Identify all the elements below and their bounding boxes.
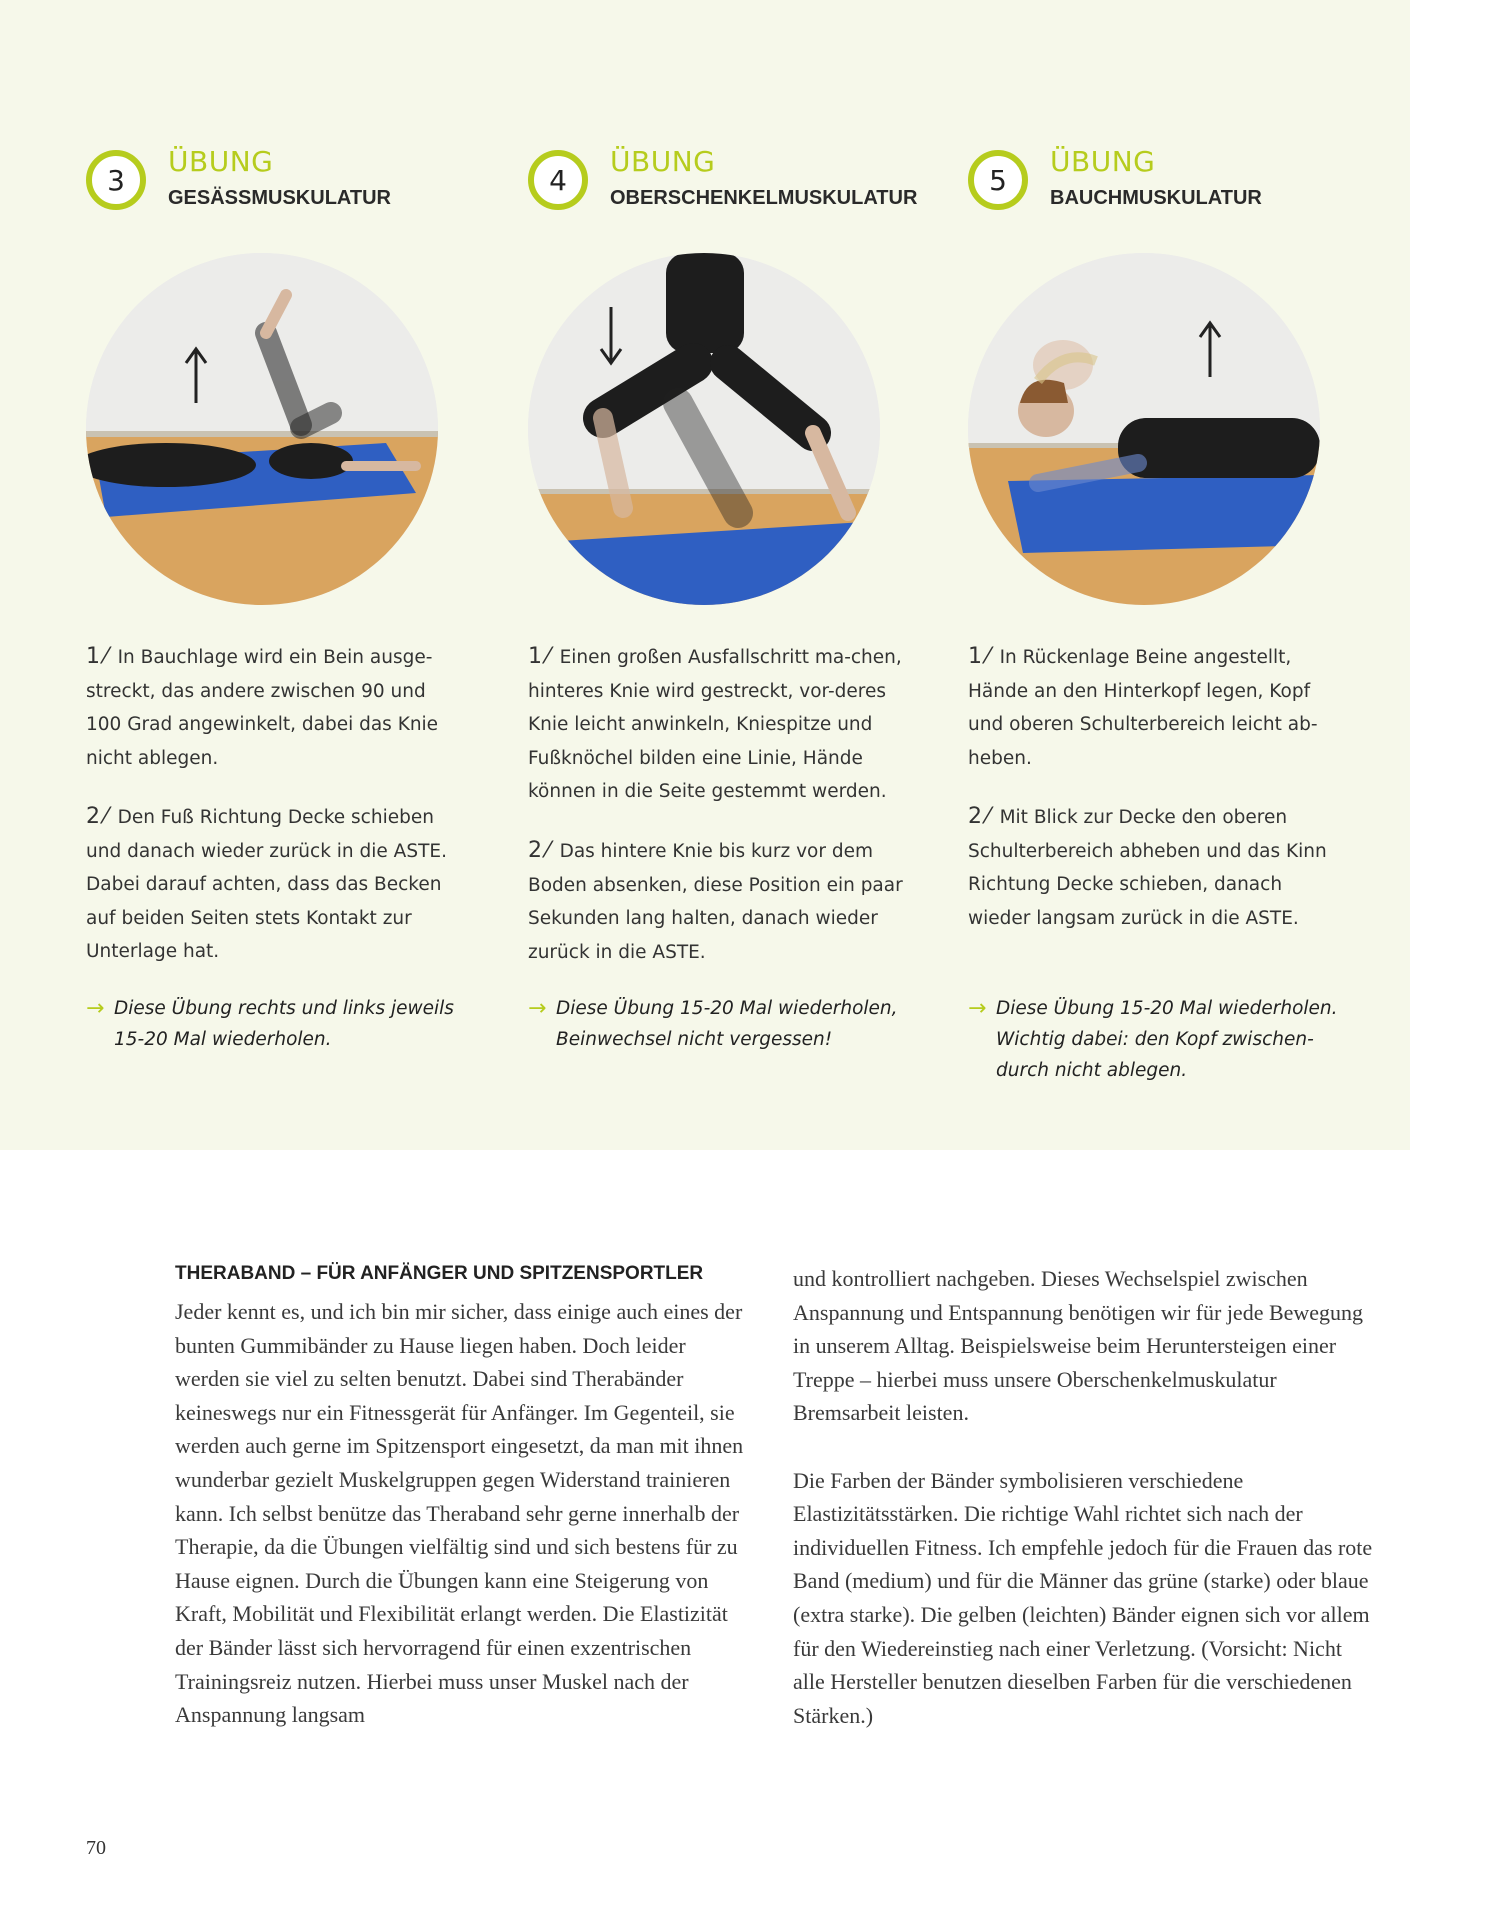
step-slash-icon: ⁄ <box>986 644 990 669</box>
article-column-right <box>793 1262 1373 1732</box>
exercise-title: ÜBUNG <box>168 145 274 178</box>
step-1-text: In Bauchlage wird ein Bein ausge-streckt, das andere zwischen 90 und 100 Grad angewinkelt, dabei das Knie nicht ablegen. <box>86 647 439 769</box>
exercise-step-1 <box>86 640 466 775</box>
step-slash-icon: ⁄ <box>104 804 108 829</box>
exercise-5 <box>968 0 1348 1150</box>
exercise-number-badge: 3 <box>86 150 146 210</box>
exercise-4 <box>528 0 918 1150</box>
step-slash-icon: ⁄ <box>546 644 550 669</box>
article-paragraph: Jeder kennt es, und ich bin mir sicher, dass einige auch eines der bunten Gummibänder zu Hause liegen haben. Doch leider werden sie viel zu selten benutzt. Dabei sind Therabänder keineswegs nur ein Fitnessgerät für Anfänger. Im Gegenteil, sie werden auch gerne im Spitzensport eingesetzt, da man mit ihnen wunderbar gezielt Muskelgruppen gegen Widerstand trainieren kann. Ich selbst benütze das Theraband sehr gerne innerhalb der Therapie, da die Übungen vielfältig sind und sich bestens für zu Hause eignen. Durch die Übungen kann eine Steigerung von Kraft, Mobilität und Flexibilität erlangt werden. Die Elastizität der Bänder lässt sich hervorragend für einen exzentrischen Trainingsreiz nutzen. Hierbei muss unser Muskel nach der Anspannung langsam <box>175 1299 744 1728</box>
step-2-text: Mit Blick zur Decke den oberen Schulterbereich abheben und das Kinn Richtung Decke schieben, danach wieder langsam zurück in die ASTE. <box>968 807 1327 929</box>
arrow-right-icon: → <box>968 996 987 1021</box>
exercise-step-2 <box>86 800 466 969</box>
article-heading: THERABAND – FÜR ANFÄNGER UND SPITZENSPORTLER <box>175 1263 704 1284</box>
exercise-header <box>86 145 466 215</box>
exercise-header <box>968 145 1348 215</box>
exercise-note <box>86 993 466 1055</box>
exercise-note-text: Diese Übung 15-20 Mal wiederholen. Wichtig dabei: den Kopf zwischen-durch nicht ablegen. <box>996 998 1338 1081</box>
step-slash-icon: ⁄ <box>986 804 990 829</box>
arrow-right-icon: → <box>528 996 547 1021</box>
exercise-photo <box>86 253 438 605</box>
arrow-right-icon: → <box>86 996 105 1021</box>
exercise-header <box>528 145 918 215</box>
step-1-marker: 1 <box>968 644 982 669</box>
step-slash-icon: ⁄ <box>104 644 108 669</box>
exercise-photo <box>968 253 1320 605</box>
exercise-3 <box>86 0 466 1150</box>
exercise-subtitle: BAUCHMUSKULATUR <box>1050 187 1262 209</box>
exercise-subtitle: OBERSCHENKELMUSKULATUR <box>610 187 918 209</box>
exercise-note <box>528 993 908 1055</box>
article-column-left <box>175 1295 755 1732</box>
article-paragraph: Die Farben der Bänder symbolisieren verschiedene Elastizitätsstärken. Die richtige Wahl richtet sich nach der individuellen Fitness. Ich empfehle jedoch für die Frauen das rote Band (medium) und für die Männer das grüne (starke) oder blaue (extra starke). Die gelben (leichten) Bänder eignen sich vor allem für den Wiedereinstieg nach einer Verletzung. (Vorsicht: Nicht alle Hersteller benutzen dieselben Farben für die verschiedenen Stärken.) <box>793 1467 1373 1728</box>
exercise-step-1 <box>968 640 1348 775</box>
step-1-text: In Rückenlage Beine angestellt, Hände an den Hinterkopf legen, Kopf und oberen Schulterbereich leicht ab-heben. <box>968 647 1318 769</box>
exercise-number-badge: 4 <box>528 150 588 210</box>
step-slash-icon: ⁄ <box>546 838 550 863</box>
step-1-marker: 1 <box>528 644 542 669</box>
exercise-photo <box>528 253 880 605</box>
exercise-step-2 <box>528 834 908 969</box>
page-number: 70 <box>86 1837 106 1859</box>
exercise-number-badge: 5 <box>968 150 1028 210</box>
step-1-text: Einen großen Ausfallschritt ma-chen, hinteres Knie wird gestreckt, vor-deres Knie leicht anwinkeln, Kniespitze und Fußknöchel bilden eine Linie, Hände können in die Seite gestemmt werden. <box>528 647 902 802</box>
exercise-note-text: Diese Übung rechts und links jeweils 15-20 Mal wiederholen. <box>114 998 454 1050</box>
step-2-marker: 2 <box>86 804 100 829</box>
exercise-subtitle: GESÄSSMUSKULATUR <box>168 187 391 209</box>
exercise-title: ÜBUNG <box>610 145 716 178</box>
step-2-marker: 2 <box>968 804 982 829</box>
exercise-note <box>968 993 1348 1086</box>
exercise-note-text: Diese Übung 15-20 Mal wiederholen, Beinwechsel nicht vergessen! <box>556 998 898 1050</box>
exercise-step-2 <box>968 800 1348 935</box>
exercise-title: ÜBUNG <box>1050 145 1156 178</box>
step-2-text: Das hintere Knie bis kurz vor dem Boden absenken, diese Position ein paar Sekunden lang halten, danach wieder zurück in die ASTE. <box>528 841 903 963</box>
step-2-marker: 2 <box>528 838 542 863</box>
step-2-text: Den Fuß Richtung Decke schieben und danach wieder zurück in die ASTE. Dabei darauf achten, dass das Becken auf beiden Seiten stets Kontakt zur Unterlage hat. <box>86 807 447 962</box>
step-1-marker: 1 <box>86 644 100 669</box>
article-paragraph: und kontrolliert nachgeben. Dieses Wechselspiel zwischen Anspannung und Entspannung benötigen wir für jede Bewegung in unserem Alltag. Beispielsweise beim Heruntersteigen einer Treppe – hierbei muss unsere Oberschenkelmuskulatur Bremsarbeit leisten. <box>793 1266 1364 1426</box>
exercise-step-1 <box>528 640 908 809</box>
